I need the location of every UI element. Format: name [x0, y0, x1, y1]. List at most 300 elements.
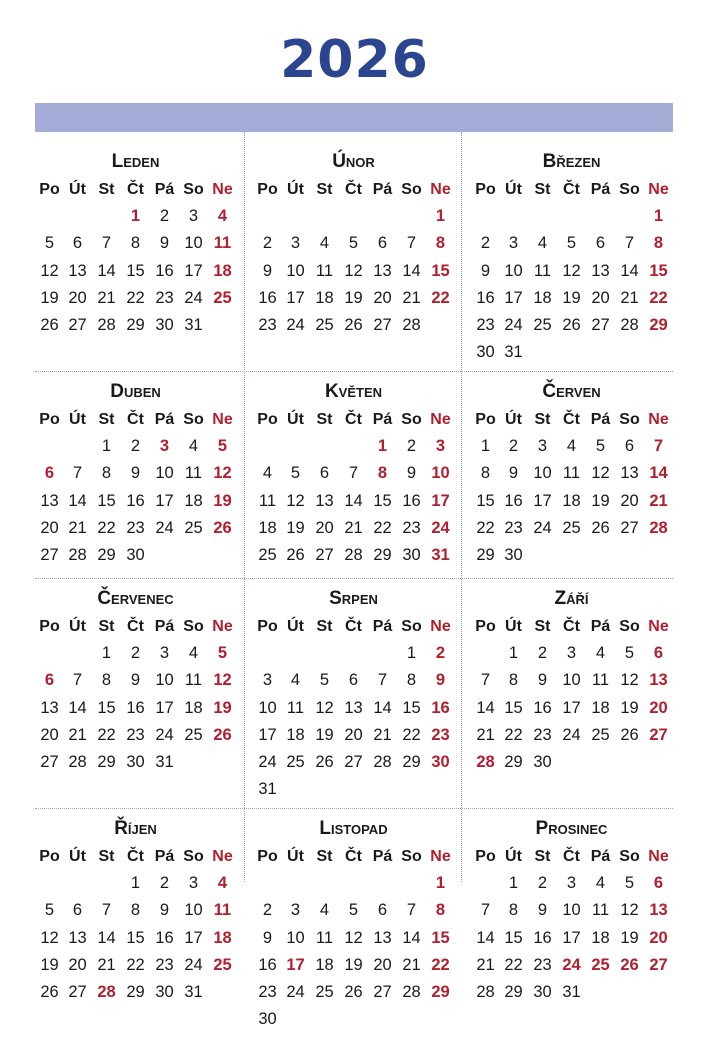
month-day-grid: [33, 176, 238, 366]
day-17: 17: [155, 698, 174, 717]
day-11: 11: [315, 928, 334, 947]
day-7: 7: [480, 671, 491, 690]
day-17: 17: [184, 261, 203, 280]
day-2: 2: [262, 901, 273, 920]
day-12: 12: [315, 698, 334, 717]
weekday-label: Čt: [345, 181, 362, 198]
day-8: 8: [508, 901, 519, 920]
day-24: 24: [286, 316, 305, 334]
day-8: 8: [377, 464, 388, 483]
day-7: 7: [624, 234, 635, 253]
day-6: 6: [44, 464, 55, 483]
weekday-label: Út: [287, 411, 304, 428]
month-day-grid: [33, 406, 238, 596]
day-6: 6: [653, 644, 664, 663]
day-10: 10: [562, 901, 581, 920]
weekday-label: Út: [287, 618, 304, 635]
day-5: 5: [217, 437, 228, 456]
header-band: [35, 103, 673, 132]
day-3: 3: [159, 644, 170, 663]
day-25: 25: [184, 725, 203, 744]
day-12: 12: [562, 261, 581, 280]
day-21: 21: [476, 725, 495, 744]
month-name: Červenec: [97, 588, 174, 609]
day-7: 7: [101, 901, 112, 920]
day-9: 9: [537, 901, 548, 920]
day-30: 30: [155, 983, 174, 1001]
day-19: 19: [620, 928, 639, 947]
day-30: 30: [504, 546, 523, 564]
day-27: 27: [649, 725, 668, 744]
weekday-label: Út: [287, 848, 304, 865]
day-12: 12: [620, 671, 639, 690]
weekday-label: Ne: [212, 411, 233, 428]
weekday-label: Po: [475, 848, 496, 865]
day-13: 13: [620, 464, 639, 483]
day-11: 11: [184, 464, 203, 483]
day-1: 1: [377, 437, 388, 456]
day-10: 10: [258, 698, 277, 717]
day-10: 10: [562, 671, 581, 690]
day-20: 20: [344, 725, 363, 744]
weekday-label: So: [183, 848, 204, 865]
day-6: 6: [595, 234, 606, 253]
day-24: 24: [504, 316, 523, 334]
day-2: 2: [480, 234, 491, 253]
day-19: 19: [40, 955, 59, 974]
day-11: 11: [258, 491, 277, 510]
day-16: 16: [533, 928, 552, 947]
day-10: 10: [184, 234, 203, 253]
weekday-label: Pá: [590, 181, 611, 198]
day-18: 18: [213, 928, 232, 947]
row-divider: [35, 371, 673, 372]
weekday-label: St: [316, 848, 333, 865]
day-4: 4: [217, 874, 228, 893]
day-22: 22: [126, 288, 145, 307]
day-3: 3: [188, 207, 199, 226]
day-22: 22: [402, 725, 421, 744]
month-day-grid: [469, 406, 674, 596]
day-15: 15: [126, 261, 145, 280]
day-25: 25: [213, 288, 232, 307]
day-4: 4: [319, 901, 330, 920]
day-26: 26: [315, 753, 334, 771]
day-28: 28: [373, 753, 392, 771]
day-18: 18: [184, 698, 203, 717]
day-15: 15: [431, 261, 450, 280]
weekday-label: Ne: [648, 848, 669, 865]
weekday-label: Ne: [430, 411, 451, 428]
day-22: 22: [97, 725, 116, 744]
day-14: 14: [344, 491, 363, 510]
day-11: 11: [213, 901, 232, 920]
day-29: 29: [402, 753, 421, 771]
day-15: 15: [476, 491, 495, 510]
day-10: 10: [286, 261, 305, 280]
day-28: 28: [402, 983, 421, 1001]
day-24: 24: [431, 518, 450, 537]
day-26: 26: [40, 983, 59, 1001]
day-12: 12: [213, 671, 232, 690]
weekday-label: Út: [505, 411, 522, 428]
day-16: 16: [155, 928, 174, 947]
day-25: 25: [286, 753, 305, 771]
day-8: 8: [435, 234, 446, 253]
weekday-label: St: [534, 618, 551, 635]
day-3: 3: [537, 437, 548, 456]
day-7: 7: [653, 437, 664, 456]
month-3: [469, 148, 674, 366]
day-9: 9: [480, 261, 491, 280]
day-11: 11: [213, 234, 232, 253]
day-12: 12: [40, 261, 59, 280]
day-24: 24: [533, 518, 552, 537]
day-25: 25: [184, 518, 203, 537]
day-28: 28: [68, 546, 87, 564]
day-3: 3: [188, 874, 199, 893]
weekday-label: Po: [257, 618, 278, 635]
day-18: 18: [562, 491, 581, 510]
day-4: 4: [595, 874, 606, 893]
day-24: 24: [155, 518, 174, 537]
day-29: 29: [476, 546, 495, 564]
day-20: 20: [591, 288, 610, 307]
day-6: 6: [72, 234, 83, 253]
day-14: 14: [402, 928, 421, 947]
day-16: 16: [431, 698, 450, 717]
day-9: 9: [262, 261, 273, 280]
day-22: 22: [97, 518, 116, 537]
day-30: 30: [476, 343, 495, 362]
day-19: 19: [591, 491, 610, 510]
day-30: 30: [402, 546, 421, 564]
day-15: 15: [402, 698, 421, 717]
day-29: 29: [373, 546, 392, 564]
day-16: 16: [258, 288, 277, 307]
day-3: 3: [262, 671, 273, 690]
day-3: 3: [566, 644, 577, 663]
day-25: 25: [591, 725, 610, 744]
day-30: 30: [533, 753, 552, 771]
day-17: 17: [533, 491, 552, 510]
day-1: 1: [508, 644, 519, 663]
day-14: 14: [476, 698, 495, 717]
day-27: 27: [68, 983, 87, 1001]
day-23: 23: [504, 518, 523, 537]
month-name: Srpen: [329, 588, 378, 609]
day-14: 14: [649, 464, 668, 483]
weekday-label: Út: [505, 848, 522, 865]
day-9: 9: [159, 234, 170, 253]
day-5: 5: [624, 874, 635, 893]
day-23: 23: [126, 725, 145, 744]
day-13: 13: [40, 698, 59, 717]
day-26: 26: [344, 316, 363, 334]
day-1: 1: [406, 644, 417, 663]
day-30: 30: [258, 1010, 277, 1029]
day-13: 13: [68, 261, 87, 280]
day-19: 19: [620, 698, 639, 717]
day-15: 15: [97, 698, 116, 717]
day-23: 23: [533, 955, 552, 974]
day-1: 1: [101, 644, 112, 663]
day-16: 16: [533, 698, 552, 717]
day-20: 20: [620, 491, 639, 510]
weekday-label: Ne: [212, 181, 233, 198]
day-24: 24: [562, 955, 581, 974]
day-26: 26: [620, 955, 639, 974]
weekday-label: Po: [39, 411, 60, 428]
day-29: 29: [504, 753, 523, 771]
weekday-label: Po: [475, 411, 496, 428]
day-14: 14: [620, 261, 639, 280]
day-22: 22: [126, 955, 145, 974]
day-6: 6: [377, 901, 388, 920]
day-6: 6: [653, 874, 664, 893]
month-5: [251, 378, 456, 596]
day-22: 22: [504, 955, 523, 974]
day-23: 23: [258, 316, 277, 334]
day-18: 18: [184, 491, 203, 510]
weekday-label: Čt: [345, 618, 362, 635]
weekday-label: St: [98, 411, 115, 428]
month-name: Prosinec: [535, 818, 608, 839]
month-name: Únor: [332, 151, 375, 172]
day-11: 11: [184, 671, 203, 690]
day-28: 28: [402, 316, 421, 334]
weekday-label: St: [534, 411, 551, 428]
day-13: 13: [373, 261, 392, 280]
weekday-label: Po: [257, 181, 278, 198]
day-17: 17: [286, 288, 305, 307]
day-12: 12: [40, 928, 59, 947]
day-18: 18: [286, 725, 305, 744]
day-29: 29: [97, 753, 116, 771]
day-9: 9: [159, 901, 170, 920]
month-name: Září: [554, 588, 589, 609]
row-divider: [35, 808, 673, 809]
day-21: 21: [344, 518, 363, 537]
day-31: 31: [431, 546, 450, 564]
day-24: 24: [184, 288, 203, 307]
day-11: 11: [562, 464, 581, 483]
day-27: 27: [373, 316, 392, 334]
day-21: 21: [373, 725, 392, 744]
weekday-label: Po: [39, 181, 60, 198]
day-31: 31: [562, 983, 581, 1001]
weekday-label: So: [619, 411, 640, 428]
day-4: 4: [290, 671, 301, 690]
day-28: 28: [68, 753, 87, 771]
weekday-label: Čt: [563, 618, 580, 635]
weekday-label: Po: [39, 848, 60, 865]
day-19: 19: [213, 491, 232, 510]
weekday-label: Po: [475, 181, 496, 198]
weekday-label: Pá: [372, 848, 393, 865]
day-6: 6: [319, 464, 330, 483]
month-name: Květen: [324, 381, 383, 402]
day-21: 21: [476, 955, 495, 974]
day-4: 4: [188, 437, 199, 456]
month-7: [33, 585, 238, 803]
day-15: 15: [649, 261, 668, 280]
day-1: 1: [480, 437, 491, 456]
day-11: 11: [315, 261, 334, 280]
day-2: 2: [537, 874, 548, 893]
day-27: 27: [40, 546, 59, 564]
day-19: 19: [40, 288, 59, 307]
day-5: 5: [348, 901, 359, 920]
weekday-label: Čt: [563, 181, 580, 198]
day-17: 17: [258, 725, 277, 744]
day-2: 2: [130, 644, 141, 663]
day-12: 12: [286, 491, 305, 510]
day-26: 26: [591, 518, 610, 537]
weekday-label: Pá: [372, 181, 393, 198]
month-name: Říjen: [114, 818, 157, 839]
day-15: 15: [431, 928, 450, 947]
day-28: 28: [97, 983, 116, 1001]
month-12: [469, 815, 674, 1033]
weekday-label: St: [534, 181, 551, 198]
month-10: [33, 815, 238, 1033]
weekday-label: So: [401, 181, 422, 198]
weekday-label: St: [98, 181, 115, 198]
month-day-grid: [33, 613, 238, 803]
weekday-label: St: [98, 848, 115, 865]
month-day-grid: [251, 176, 456, 366]
weekday-label: Út: [287, 181, 304, 198]
day-28: 28: [476, 753, 495, 771]
day-8: 8: [101, 464, 112, 483]
day-27: 27: [620, 518, 639, 537]
month-8: [251, 585, 456, 803]
weekday-label: Út: [505, 181, 522, 198]
weekday-label: Pá: [372, 618, 393, 635]
day-7: 7: [406, 234, 417, 253]
day-4: 4: [537, 234, 548, 253]
month-9: [469, 585, 674, 803]
month-day-grid: [251, 613, 456, 803]
day-12: 12: [213, 464, 232, 483]
day-24: 24: [286, 983, 305, 1001]
month-name: Březen: [542, 151, 601, 172]
day-16: 16: [504, 491, 523, 510]
day-11: 11: [591, 671, 610, 690]
day-21: 21: [402, 955, 421, 974]
day-1: 1: [130, 207, 141, 226]
month-6: [469, 378, 674, 596]
day-2: 2: [508, 437, 519, 456]
month-day-grid: [251, 843, 456, 1033]
day-16: 16: [126, 698, 145, 717]
day-27: 27: [315, 546, 334, 564]
month-name: Listopad: [319, 818, 388, 839]
day-1: 1: [101, 437, 112, 456]
day-22: 22: [431, 955, 450, 974]
day-30: 30: [126, 546, 145, 564]
day-6: 6: [44, 671, 55, 690]
day-5: 5: [624, 644, 635, 663]
day-12: 12: [591, 464, 610, 483]
day-26: 26: [620, 725, 639, 744]
day-23: 23: [258, 983, 277, 1001]
day-14: 14: [97, 928, 116, 947]
day-1: 1: [435, 207, 446, 226]
day-16: 16: [402, 491, 421, 510]
day-14: 14: [402, 261, 421, 280]
month-name: Leden: [111, 151, 160, 172]
day-21: 21: [97, 288, 116, 307]
day-2: 2: [159, 207, 170, 226]
day-26: 26: [213, 725, 232, 744]
day-26: 26: [286, 546, 305, 564]
day-10: 10: [533, 464, 552, 483]
day-8: 8: [508, 671, 519, 690]
day-22: 22: [504, 725, 523, 744]
day-27: 27: [344, 753, 363, 771]
day-6: 6: [348, 671, 359, 690]
weekday-label: Ne: [212, 618, 233, 635]
day-6: 6: [377, 234, 388, 253]
day-25: 25: [213, 955, 232, 974]
day-23: 23: [476, 316, 495, 334]
day-14: 14: [68, 698, 87, 717]
day-14: 14: [476, 928, 495, 947]
weekday-label: So: [401, 411, 422, 428]
month-day-grid: [469, 176, 674, 366]
day-20: 20: [373, 955, 392, 974]
day-31: 31: [155, 753, 174, 771]
weekday-label: Po: [475, 618, 496, 635]
day-28: 28: [649, 518, 668, 537]
day-2: 2: [130, 437, 141, 456]
month-11: [251, 815, 456, 1033]
day-22: 22: [476, 518, 495, 537]
day-5: 5: [44, 901, 55, 920]
day-26: 26: [562, 316, 581, 334]
day-17: 17: [562, 928, 581, 947]
day-5: 5: [348, 234, 359, 253]
day-16: 16: [476, 288, 495, 307]
day-7: 7: [406, 901, 417, 920]
day-26: 26: [40, 316, 59, 334]
day-14: 14: [97, 261, 116, 280]
day-29: 29: [126, 983, 145, 1001]
weekday-label: Čt: [127, 181, 144, 198]
day-20: 20: [68, 955, 87, 974]
day-19: 19: [344, 955, 363, 974]
weekday-label: Út: [69, 181, 86, 198]
day-5: 5: [566, 234, 577, 253]
weekday-label: Čt: [127, 618, 144, 635]
weekday-label: Po: [39, 618, 60, 635]
day-10: 10: [504, 261, 523, 280]
weekday-label: So: [183, 181, 204, 198]
weekday-label: Ne: [430, 848, 451, 865]
weekday-label: Čt: [127, 411, 144, 428]
day-25: 25: [562, 518, 581, 537]
day-7: 7: [72, 464, 83, 483]
day-23: 23: [431, 725, 450, 744]
day-11: 11: [591, 901, 610, 920]
day-28: 28: [344, 546, 363, 564]
weekday-label: Čt: [563, 848, 580, 865]
day-8: 8: [653, 234, 664, 253]
day-10: 10: [286, 928, 305, 947]
weekday-label: So: [401, 618, 422, 635]
